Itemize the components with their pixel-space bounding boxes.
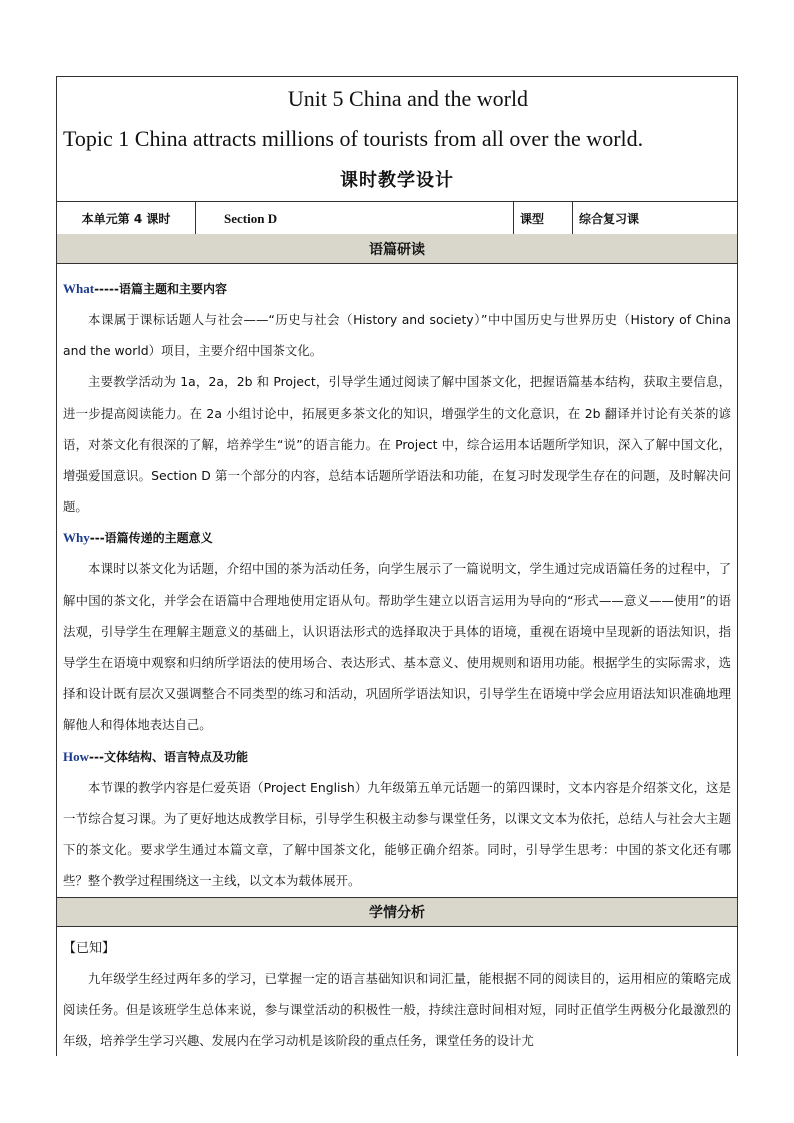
what-label: What xyxy=(63,281,95,296)
what-heading xyxy=(63,273,731,304)
how-subtitle: ---文体结构、语言特点及功能 xyxy=(89,749,248,764)
unit-lesson-cell: 本单元第 4 课时 xyxy=(57,202,196,235)
why-heading xyxy=(63,522,731,553)
lesson-info-row xyxy=(57,201,737,236)
design-title: 课时教学设计 xyxy=(340,170,454,191)
known-paragraph: 九年级学生经过两年多的学习，已掌握一定的语言基础知识和词汇量，能根据不同的阅读目的，运用相应的策略完成阅读任务。但是该班学生总体来说，参与课堂活动的积极性一般，持续注意时间相对短，同时正值学生两极分化最激烈的年级，培养学生学习兴趣、发展内在学习动机是该阶段的重点任务，课堂任务的设计尤 xyxy=(63,971,731,1049)
why-paragraph: 本课时以茶文化为话题，介绍中国的茶为活动任务，向学生展示了一篇说明文，学生通过完成语篇任务的过程中，了解中国的茶文化，并学会在语篇中合理地使用定语从句。帮助学生建立以语言运用为导向的“形式——意义——使用”的语法观，引导学生在理解主题意义的基础上，认识语法形式的选择取决于具体的语境，重视在语境中呈现新的语法知识，指导学生在语境中观察和归纳所学语法的使用场合、表达形式、基本意义、使用规则和语用功能。根据学生的实际需求，选择和设计既有层次又强调整合不同类型的练习和活动，巩固所学语法知识，引导学生在语境中学会应用语法知识准确地理解他人和得体地表达自己。 xyxy=(63,561,731,733)
text-study-body xyxy=(63,273,731,896)
lesson-type-label: 课型 xyxy=(514,202,573,235)
topic-title: Topic 1 China attracts millions of tourists from all over the world. xyxy=(63,126,644,151)
section-header-student-analysis: 学情分析 xyxy=(57,897,737,927)
lesson-plan-table xyxy=(56,76,738,1056)
why-subtitle: ---语篇传递的主题意义 xyxy=(89,531,213,546)
unit-title: Unit 5 China and the world xyxy=(287,86,529,111)
section-header-text-study: 语篇研读 xyxy=(57,234,737,264)
how-heading xyxy=(63,741,731,772)
what-subtitle: -----语篇主题和主要内容 xyxy=(94,282,227,296)
known-label: 【已知】 xyxy=(63,941,116,956)
how-paragraph: 本节课的教学内容是仁爱英语（Project English）九年级第五单元话题一的第四课时，文本内容是介绍茶文化，这是一节综合复习课。为了更好地达成教学目标，引导学生积极主动参与课堂任务，以课文文本为依托，总结人与社会大主题下的茶文化。要求学生通过本篇文章，了解中国茶文化，能够正确介绍茶。同时，引导学生思考：中国的茶文化还有哪些？整个教学过程围绕这一主线，以文本为载体展开。 xyxy=(63,779,731,889)
lesson-type-value: 综合复习课 xyxy=(579,212,640,226)
section-cell: Section D xyxy=(196,202,514,235)
what-paragraph: 本课属于课标话题人与社会——“历史与社会（History and society）”中中国历史与世界历史（History of China and the world）项目，主要介绍中国茶文化。 xyxy=(63,312,731,359)
why-label: Why xyxy=(63,530,90,546)
how-label: How xyxy=(63,748,89,764)
student-analysis-body xyxy=(63,935,731,1056)
what-paragraph: 主要教学活动为 1a，2a，2b 和 Project，引导学生通过阅读了解中国茶文化，把握语篇基本结构，获取主要信息，进一步提高阅读能力。在 2a 小组讨论中，拓展更多茶文化的知识，增强学生的文化意识，在 2b 翻译并讨论有关茶的谚语，对茶文化有很深的了解，培养学生“说”的语言能力。在 Project 中，综合运用本话题所学知识，深入了解中国文化，增强爱国意识。Section D 第一个部分的内容，总结本话题所学语法和功能，在复习时发现学生存在的问题，及时解决问题。 xyxy=(63,374,731,515)
